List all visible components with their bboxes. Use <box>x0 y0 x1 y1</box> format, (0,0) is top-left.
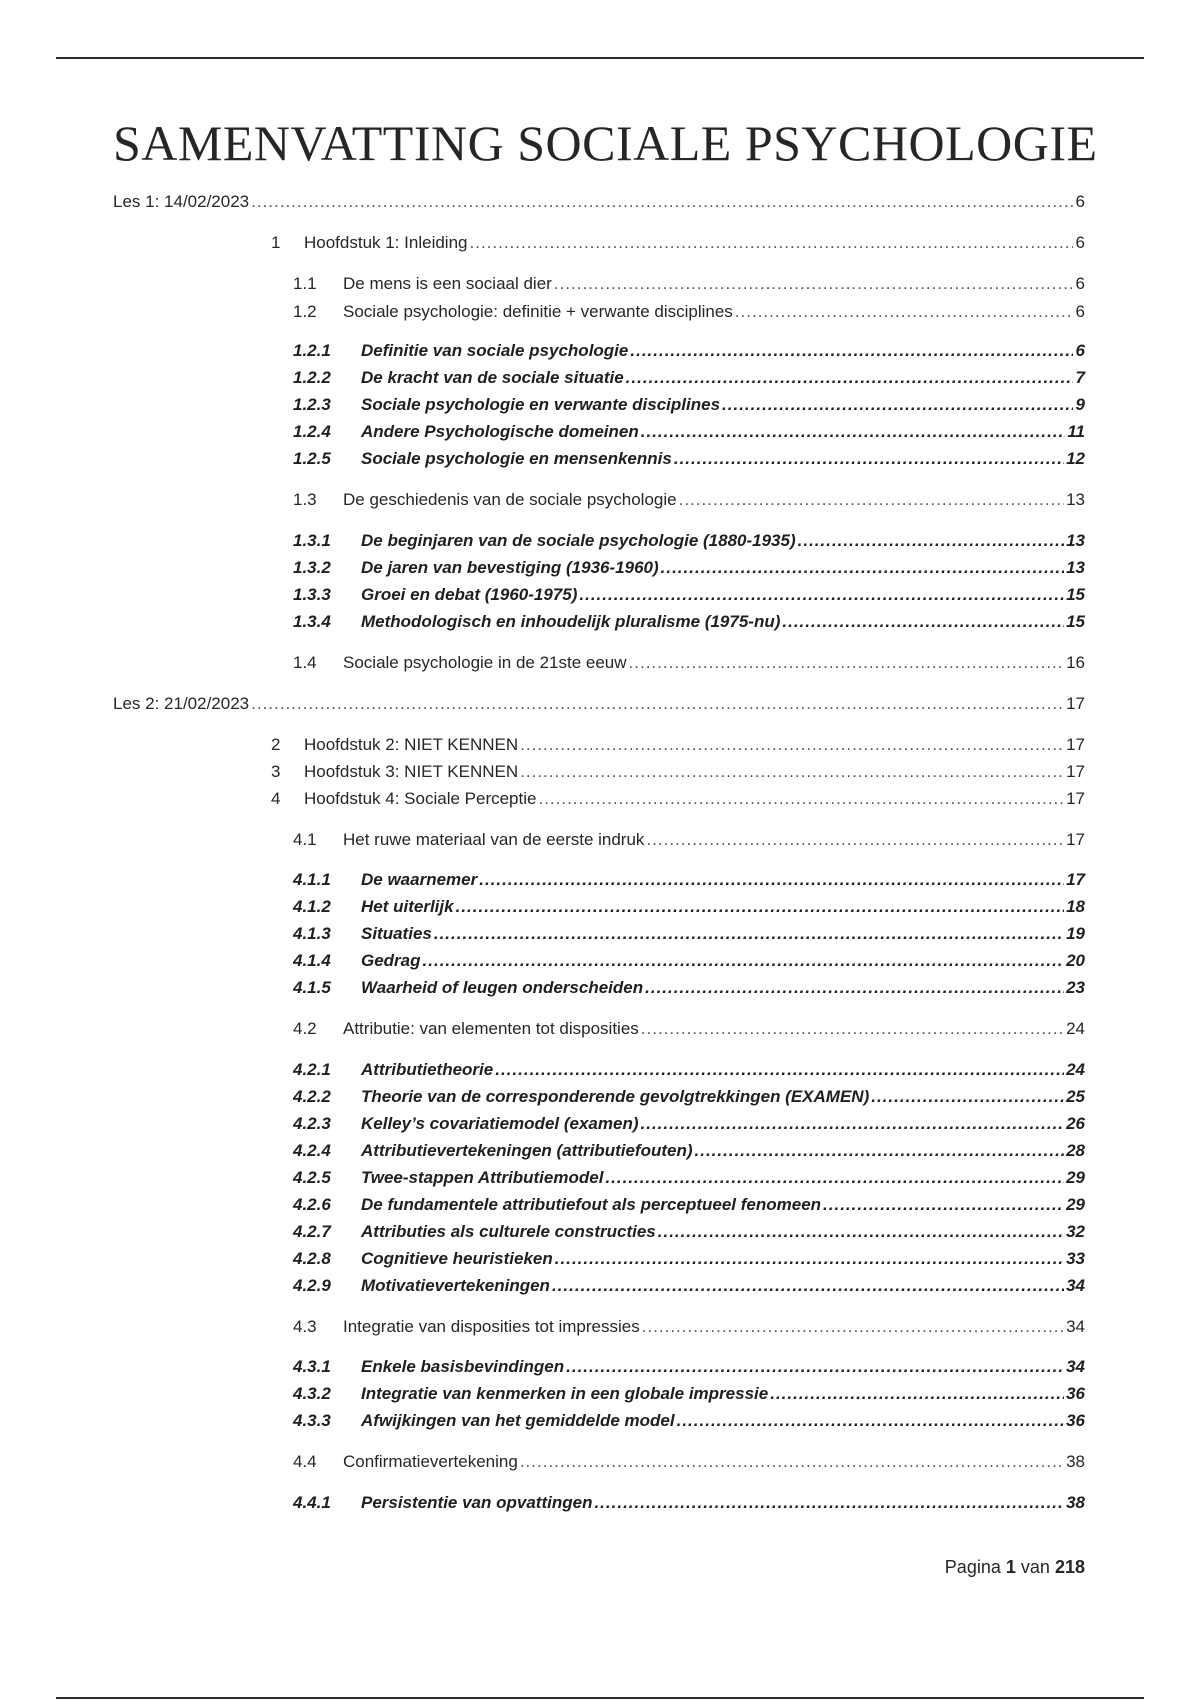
toc-entry-4-2-1[interactable] <box>293 1056 1085 1080</box>
toc-entry-page: 17 <box>1066 735 1085 754</box>
toc-dot-leader <box>520 1452 1064 1472</box>
toc-entry-1-1[interactable] <box>293 270 1085 294</box>
toc-entry-label: De mens is een sociaal dier <box>343 274 552 293</box>
toc-entry-page: 24 <box>1066 1060 1085 1079</box>
toc-entry-1-2-4[interactable] <box>293 418 1085 442</box>
toc-entry-4-2-8[interactable] <box>293 1245 1085 1269</box>
toc-entry-label: Attributievertekeningen (attributiefouten) <box>361 1141 693 1160</box>
toc-entry-4-2-4[interactable] <box>293 1137 1085 1161</box>
toc-entry-label: Groei en debat (1960-1975) <box>361 585 578 604</box>
toc-entry-number: 4.2.4 <box>293 1141 331 1160</box>
toc-entry-2[interactable] <box>271 731 1085 755</box>
toc-dot-leader <box>735 302 1073 322</box>
toc-entry-page: 29 <box>1066 1195 1085 1214</box>
toc-entry-label: Het uiterlijk <box>361 897 454 916</box>
toc-entry-1-3-1[interactable] <box>293 527 1085 551</box>
toc-entry-number: 4.2.3 <box>293 1114 331 1133</box>
toc-entry-label: Les 2: 21/02/2023 <box>113 694 250 713</box>
toc-entry-page: 15 <box>1066 612 1085 631</box>
toc-entry-4-1-5[interactable] <box>293 974 1085 998</box>
toc-dot-leader <box>538 789 1064 809</box>
footer-current-page: 1 <box>1005 1557 1016 1577</box>
toc-entry-number: 4.2.1 <box>293 1060 331 1079</box>
toc-entry-number: 4.2.6 <box>293 1195 331 1214</box>
toc-entry-label: Enkele basisbevindingen <box>361 1357 565 1376</box>
toc-entry-4-2[interactable] <box>293 1015 1085 1039</box>
toc-dot-leader <box>594 1493 1064 1513</box>
toc-entry-1-2-3[interactable] <box>293 391 1085 415</box>
toc-entry-label: Andere Psychologische domeinen <box>361 422 639 441</box>
toc-entry-label: Theorie van de corresponderende gevolgtrekkingen (EXAMEN) <box>361 1087 870 1106</box>
toc-entry-number: 4.4 <box>293 1452 317 1471</box>
page-footer <box>945 1557 1085 1578</box>
toc-entry-4-3[interactable] <box>293 1313 1085 1337</box>
toc-entry-page: 17 <box>1066 789 1085 808</box>
toc-entry-number: 1.1 <box>293 274 317 293</box>
toc-entry-page: 25 <box>1066 1087 1085 1106</box>
toc-entry-label: Afwijkingen van het gemiddelde model <box>361 1411 675 1430</box>
toc-dot-leader <box>251 694 1064 714</box>
toc-entry-page: 32 <box>1066 1222 1085 1241</box>
toc-entry-label: Motivatievertekeningen <box>361 1276 550 1295</box>
toc-entry-1[interactable] <box>271 229 1085 253</box>
toc-entry-number: 1.2.4 <box>293 422 331 441</box>
toc-dot-leader <box>871 1087 1064 1107</box>
toc-entry-page: 18 <box>1066 897 1085 916</box>
toc-entry-number: 3 <box>271 762 281 781</box>
bottom-rule <box>56 1697 1144 1699</box>
toc-entry-number: 4.3.2 <box>293 1384 331 1403</box>
toc-entry-number: 1.2.3 <box>293 395 331 414</box>
toc-entry-number: 1 <box>271 233 281 252</box>
toc-entry-label: De beginjaren van de sociale psychologie (1880-1935) <box>361 531 796 550</box>
toc-entry-1-3-3[interactable] <box>293 581 1085 605</box>
toc-entry-number: 4.3.1 <box>293 1357 331 1376</box>
toc-dot-leader <box>456 897 1064 917</box>
toc-entry-label: Hoofdstuk 1: Inleiding <box>304 233 468 252</box>
toc-entry-4-1-1[interactable] <box>293 866 1085 890</box>
toc-entry-4-2-5[interactable] <box>293 1164 1085 1188</box>
toc-entry-page: 36 <box>1066 1384 1085 1403</box>
toc-dot-leader <box>645 978 1064 998</box>
toc-entry-label: Attributietheorie <box>361 1060 494 1079</box>
toc-entry-page: 7 <box>1075 368 1085 387</box>
toc-entry-label: Situaties <box>361 924 432 943</box>
toc-entry-number: 1.3 <box>293 490 317 509</box>
toc-dot-leader <box>674 449 1064 469</box>
toc-entry-number: 2 <box>271 735 281 754</box>
toc-entry-number: 1.3.4 <box>293 612 331 631</box>
toc-entry-label: Sociale psychologie en verwante disciplines <box>361 395 721 414</box>
toc-dot-leader <box>579 585 1064 605</box>
toc-entry-label: Integratie van kenmerken in een globale impressie <box>361 1384 769 1403</box>
toc-entry-number: 1.2.5 <box>293 449 331 468</box>
toc-dot-leader <box>722 395 1073 415</box>
toc-entry-page: 17 <box>1066 830 1085 849</box>
toc-entry-page: 19 <box>1066 924 1085 943</box>
toc-entry-label: Hoofdstuk 4: Sociale Perceptie <box>304 789 537 808</box>
toc-entry-number: 4.2.8 <box>293 1249 331 1268</box>
toc-entry-number: 1.3.2 <box>293 558 331 577</box>
toc-entry-number: 4.1.5 <box>293 978 331 997</box>
toc-dot-leader <box>554 274 1073 294</box>
toc-dot-leader <box>646 830 1064 850</box>
toc-entry-number: 4.2.7 <box>293 1222 331 1241</box>
toc-entry-number: 1.2 <box>293 302 317 321</box>
toc-entry-label: Cognitieve heuristieken <box>361 1249 553 1268</box>
toc-entry-page: 34 <box>1066 1357 1085 1376</box>
toc-dot-leader <box>626 368 1073 388</box>
toc-entry-number: 4.2.9 <box>293 1276 331 1295</box>
toc-dot-leader <box>423 951 1065 971</box>
toc-entry-label: Attributies als culturele constructies <box>361 1222 656 1241</box>
toc-entry-label: Het ruwe materiaal van de eerste indruk <box>343 830 645 849</box>
toc-entry-1-3[interactable] <box>293 486 1085 510</box>
toc-entry-label: Kelley’s covariatiemodel (examen) <box>361 1114 639 1133</box>
top-rule <box>56 57 1144 59</box>
toc-dot-leader <box>605 1168 1064 1188</box>
toc-entry-les-0[interactable] <box>113 188 1085 212</box>
toc-entry-page: 36 <box>1066 1411 1085 1430</box>
toc-entry-page: 9 <box>1075 395 1085 414</box>
toc-entry-number: 4.2.2 <box>293 1087 331 1106</box>
toc-entry-number: 4.1.4 <box>293 951 331 970</box>
toc-entry-page: 26 <box>1066 1114 1085 1133</box>
toc-dot-leader <box>641 1019 1064 1039</box>
toc-entry-4-3-1[interactable] <box>293 1353 1085 1377</box>
toc-entry-page: 28 <box>1066 1141 1085 1160</box>
toc-dot-leader <box>479 870 1064 890</box>
toc-dot-leader <box>641 1114 1065 1134</box>
toc-entry-page: 17 <box>1066 870 1085 889</box>
toc-dot-leader <box>770 1384 1064 1404</box>
toc-entry-1-2-2[interactable] <box>293 364 1085 388</box>
toc-entry-number: 4.1.3 <box>293 924 331 943</box>
toc-entry-label: Sociale psychologie: definitie + verwante disciplines <box>343 302 733 321</box>
toc-entry-4-2-7[interactable] <box>293 1218 1085 1242</box>
toc-entry-page: 33 <box>1066 1249 1085 1268</box>
toc-dot-leader <box>629 653 1065 673</box>
toc-entry-page: 6 <box>1075 233 1085 252</box>
toc-entry-page: 38 <box>1066 1493 1085 1512</box>
toc-entry-label: Integratie van disposities tot impressies <box>343 1317 640 1336</box>
toc-entry-page: 6 <box>1075 274 1085 293</box>
toc-dot-leader <box>641 422 1066 442</box>
toc-dot-leader <box>555 1249 1064 1269</box>
toc-entry-label: De kracht van de sociale situatie <box>361 368 624 387</box>
toc-entry-label: Hoofdstuk 2: NIET KENNEN <box>304 735 519 754</box>
toc-dot-leader <box>642 1317 1064 1337</box>
toc-entry-4-3-3[interactable] <box>293 1407 1085 1431</box>
footer-total-pages: 218 <box>1054 1557 1085 1577</box>
toc-dot-leader <box>434 924 1064 944</box>
toc-entry-number: 4.2 <box>293 1019 317 1038</box>
toc-entry-1-2-5[interactable] <box>293 445 1085 469</box>
toc-entry-4-2-9[interactable] <box>293 1272 1085 1296</box>
toc-entry-label: De jaren van bevestiging (1936-1960) <box>361 558 659 577</box>
toc-entry-4[interactable] <box>271 785 1085 809</box>
toc-entry-label: De geschiedenis van de sociale psychologie <box>343 490 677 509</box>
toc-dot-leader <box>520 735 1064 755</box>
document-title: SAMENVATTING SOCIALE PSYCHOLOGIE <box>113 115 1098 171</box>
toc-entry-number: 4.2.5 <box>293 1168 331 1187</box>
toc-entry-label: De waarnemer <box>361 870 478 889</box>
toc-entry-label: Methodologisch en inhoudelijk pluralisme (1975-nu) <box>361 612 781 631</box>
toc-entry-number: 4.3.3 <box>293 1411 331 1430</box>
toc-entry-number: 1.3.3 <box>293 585 331 604</box>
toc-entry-page: 15 <box>1066 585 1085 604</box>
toc-entry-1-2-1[interactable] <box>293 337 1085 361</box>
toc-dot-leader <box>823 1195 1064 1215</box>
toc-dot-leader <box>630 341 1073 361</box>
toc-entry-page: 34 <box>1066 1276 1085 1295</box>
footer-middle: van <box>1020 1557 1050 1577</box>
toc-entry-label: Sociale psychologie in de 21ste eeuw <box>343 653 627 672</box>
toc-entry-page: 17 <box>1066 694 1085 713</box>
toc-dot-leader <box>470 233 1074 253</box>
toc-entry-4-2-6[interactable] <box>293 1191 1085 1215</box>
toc-entry-4-2-2[interactable] <box>293 1083 1085 1107</box>
toc-entry-4-1-3[interactable] <box>293 920 1085 944</box>
toc-entry-label: De fundamentele attributiefout als perceptueel fenomeen <box>361 1195 822 1214</box>
toc-entry-number: 4.1.2 <box>293 897 331 916</box>
toc-entry-label: Confirmatievertekening <box>343 1452 518 1471</box>
toc-entry-page: 17 <box>1066 762 1085 781</box>
toc-entry-4-1-4[interactable] <box>293 947 1085 971</box>
toc-dot-leader <box>695 1141 1065 1161</box>
toc-entry-number: 4 <box>271 789 281 808</box>
toc-entry-page: 16 <box>1066 653 1085 672</box>
toc-entry-number: 4.1.1 <box>293 870 331 889</box>
toc-entry-page: 13 <box>1066 490 1085 509</box>
toc-entry-number: 1.2.2 <box>293 368 331 387</box>
toc-dot-leader <box>520 762 1064 782</box>
toc-entry-4-4[interactable] <box>293 1448 1085 1472</box>
toc-entry-label: Gedrag <box>361 951 421 970</box>
toc-entry-label: Waarheid of leugen onderscheiden <box>361 978 644 997</box>
toc-entry-1-4[interactable] <box>293 649 1085 673</box>
toc-entry-number: 4.1 <box>293 830 317 849</box>
toc-entry-number: 1.2.1 <box>293 341 331 360</box>
toc-entry-label: Les 1: 14/02/2023 <box>113 192 250 211</box>
toc-entry-1-3-4[interactable] <box>293 608 1085 632</box>
toc-entry-page: 13 <box>1066 531 1085 550</box>
toc-dot-leader <box>679 490 1064 510</box>
toc-entry-4-1[interactable] <box>293 826 1085 850</box>
toc-entry-page: 24 <box>1066 1019 1085 1038</box>
toc-entry-4-1-2[interactable] <box>293 893 1085 917</box>
toc-entry-label: Attributie: van elementen tot disposities <box>343 1019 639 1038</box>
toc-entry-page: 11 <box>1067 422 1085 441</box>
toc-dot-leader <box>566 1357 1064 1377</box>
toc-entry-4-4-1[interactable] <box>293 1489 1085 1513</box>
footer-prefix: Pagina <box>944 1557 1001 1577</box>
toc-entry-page: 12 <box>1066 449 1085 468</box>
toc-entry-page: 6 <box>1075 341 1085 360</box>
toc-dot-leader <box>495 1060 1064 1080</box>
toc-entry-page: 29 <box>1066 1168 1085 1187</box>
toc-entry-page: 6 <box>1075 192 1085 211</box>
toc-entry-number: 1.3.1 <box>293 531 331 550</box>
toc-entry-4-3-2[interactable] <box>293 1380 1085 1404</box>
toc-entry-label: Twee-stappen Attributiemodel <box>361 1168 604 1187</box>
toc-entry-page: 38 <box>1066 1452 1085 1471</box>
toc-entry-3[interactable] <box>271 758 1085 782</box>
toc-entry-1-3-2[interactable] <box>293 554 1085 578</box>
toc-entry-page: 13 <box>1066 558 1085 577</box>
toc-dot-leader <box>782 612 1064 632</box>
toc-entry-4-2-3[interactable] <box>293 1110 1085 1134</box>
toc-entry-page: 23 <box>1066 978 1085 997</box>
toc-entry-label: Sociale psychologie en mensenkennis <box>361 449 672 468</box>
toc-entry-number: 4.4.1 <box>293 1493 331 1512</box>
toc-dot-leader <box>658 1222 1064 1242</box>
toc-entry-label: Definitie van sociale psychologie <box>361 341 629 360</box>
toc-entry-les-15[interactable] <box>113 690 1085 714</box>
toc-entry-number: 4.3 <box>293 1317 317 1336</box>
toc-entry-label: Hoofdstuk 3: NIET KENNEN <box>304 762 519 781</box>
toc-dot-leader <box>798 531 1064 551</box>
toc-entry-page: 6 <box>1075 302 1085 321</box>
toc-dot-leader <box>661 558 1064 578</box>
toc-entry-number: 1.4 <box>293 653 317 672</box>
toc-entry-label: Persistentie van opvattingen <box>361 1493 593 1512</box>
toc-entry-1-2[interactable] <box>293 298 1085 322</box>
toc-entry-page: 20 <box>1066 951 1085 970</box>
toc-dot-leader <box>552 1276 1064 1296</box>
toc-entry-page: 34 <box>1066 1317 1085 1336</box>
toc-dot-leader <box>251 192 1073 212</box>
toc-dot-leader <box>677 1411 1064 1431</box>
